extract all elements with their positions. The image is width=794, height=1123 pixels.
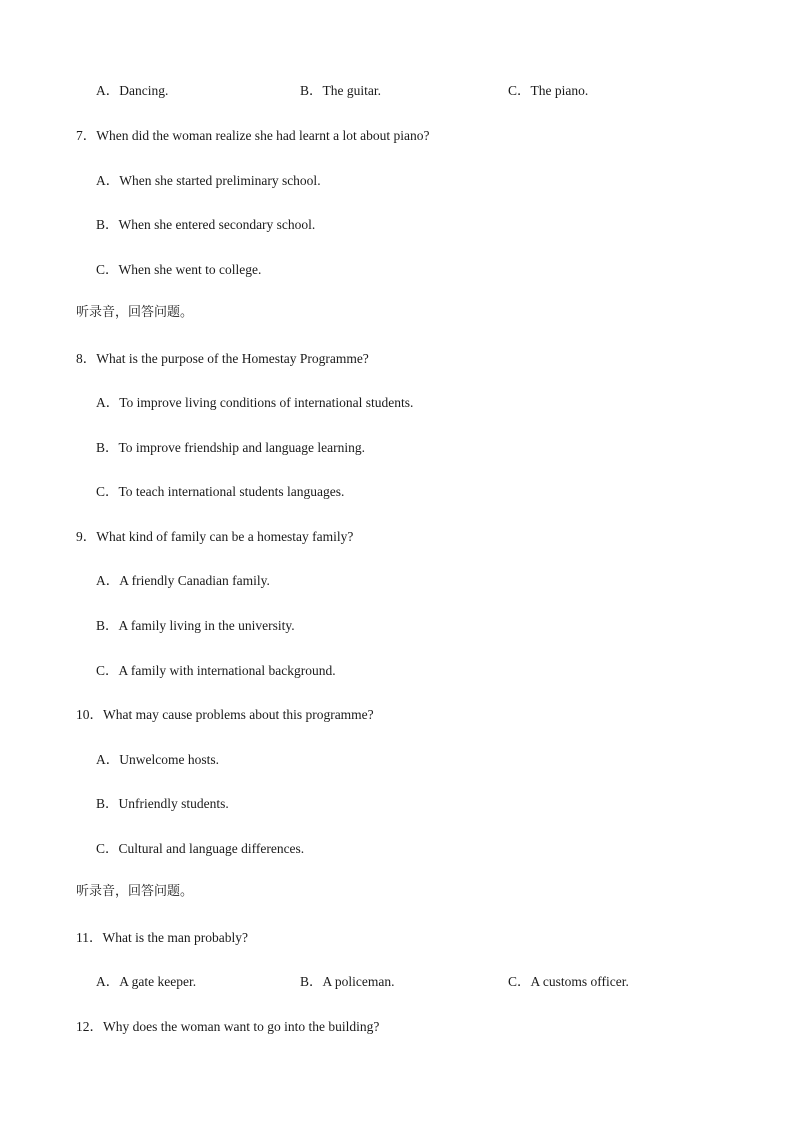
q10-option-c: C．Cultural and language differences. <box>96 841 305 856</box>
q7-question: 7．When did the woman realize she had learnt a lot about piano? <box>76 128 430 143</box>
q9-option-a: A．A friendly Canadian family. <box>96 573 270 588</box>
q6-option-c: C．The piano. <box>508 83 589 98</box>
q8-option-c: C．To teach international students languages. <box>96 484 345 499</box>
q10-question: 10．What may cause problems about this programme? <box>76 707 374 722</box>
q6-option-b: B．The guitar. <box>300 83 381 98</box>
q8-option-a: A．To improve living conditions of international students. <box>96 395 414 410</box>
q9-option-b: B．A family living in the university. <box>96 618 295 633</box>
q8-option-b: B．To improve friendship and language learning. <box>96 440 365 455</box>
q12-question: 12．Why does the woman want to go into the building? <box>76 1019 380 1034</box>
listening-instruction: 听录音，回答问题。 <box>76 884 194 899</box>
q11-question: 11．What is the man probably? <box>76 930 248 945</box>
q9-question: 9．What kind of family can be a homestay family? <box>76 529 354 544</box>
q10-option-a: A．Unwelcome hosts. <box>96 752 219 767</box>
q11-option-b: B．A policeman. <box>300 974 395 989</box>
q10-option-b: B．Unfriendly students. <box>96 796 229 811</box>
q7-option-b: B．When she entered secondary school. <box>96 217 316 232</box>
q11-option-c: C．A customs officer. <box>508 974 629 989</box>
q9-option-c: C．A family with international background. <box>96 663 336 678</box>
q11-option-a: A．A gate keeper. <box>96 974 197 989</box>
q7-option-a: A．When she started preliminary school. <box>96 173 321 188</box>
q8-question: 8．What is the purpose of the Homestay Programme? <box>76 351 369 366</box>
q7-option-c: C．When she went to college. <box>96 262 262 277</box>
listening-instruction: 听录音，回答问题。 <box>76 305 194 320</box>
q6-option-a: A．Dancing. <box>96 83 169 98</box>
